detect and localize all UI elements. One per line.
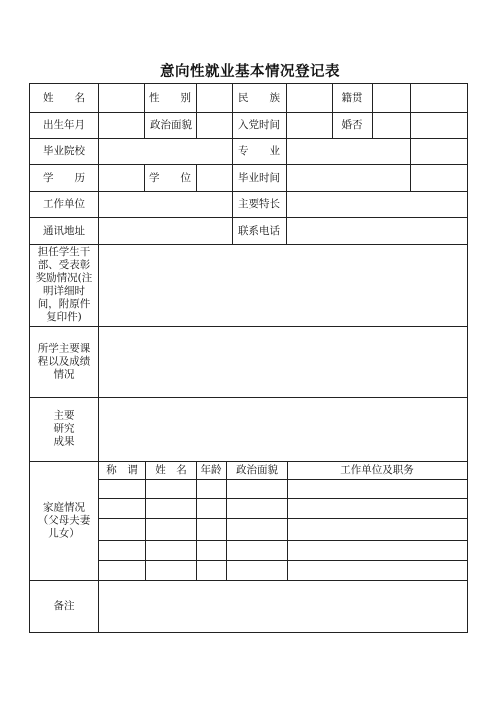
family-header-name: 姓 名 [155, 464, 187, 476]
label-skills: 主要特长 [238, 198, 280, 210]
label-education: 学 历 [43, 172, 85, 184]
label-phone: 联系电话 [238, 225, 280, 237]
label-positions-awards: 担任学生干部、受表彰奖励情况(注明详细时间，附原件复印件) [35, 246, 93, 323]
label-work-unit: 工作单位 [43, 198, 85, 210]
label-address: 通讯地址 [43, 225, 85, 237]
family-header-work-unit: 工作单位及职务 [340, 464, 414, 476]
label-research: 主要研究成果 [53, 409, 75, 448]
family-header-age: 年龄 [200, 464, 222, 476]
label-native-place: 籍贯 [341, 92, 363, 104]
label-remarks: 备注 [53, 600, 75, 612]
label-party-join-date: 入党时间 [238, 119, 280, 131]
label-name: 姓 名 [43, 92, 85, 104]
label-marital-status: 婚否 [341, 119, 363, 131]
label-degree: 学 位 [149, 172, 191, 184]
label-major: 专 业 [238, 145, 280, 157]
label-courses: 所学主要课程以及成绩情况 [37, 342, 91, 381]
label-school: 毕业院校 [43, 145, 85, 157]
label-gender: 性 别 [149, 92, 191, 104]
label-birth-date: 出生年月 [43, 119, 85, 131]
label-family: 家庭情况（父母夫妻儿女） [37, 501, 91, 540]
label-political-status: 政治面貌 [150, 119, 192, 131]
label-graduation-date: 毕业时间 [238, 172, 280, 184]
family-header-relation: 称 谓 [106, 464, 138, 476]
family-header-political-status: 政治面貌 [236, 464, 278, 476]
label-ethnicity: 民 族 [238, 92, 280, 104]
form-title: 意向性就业基本情况登记表 [160, 63, 340, 80]
